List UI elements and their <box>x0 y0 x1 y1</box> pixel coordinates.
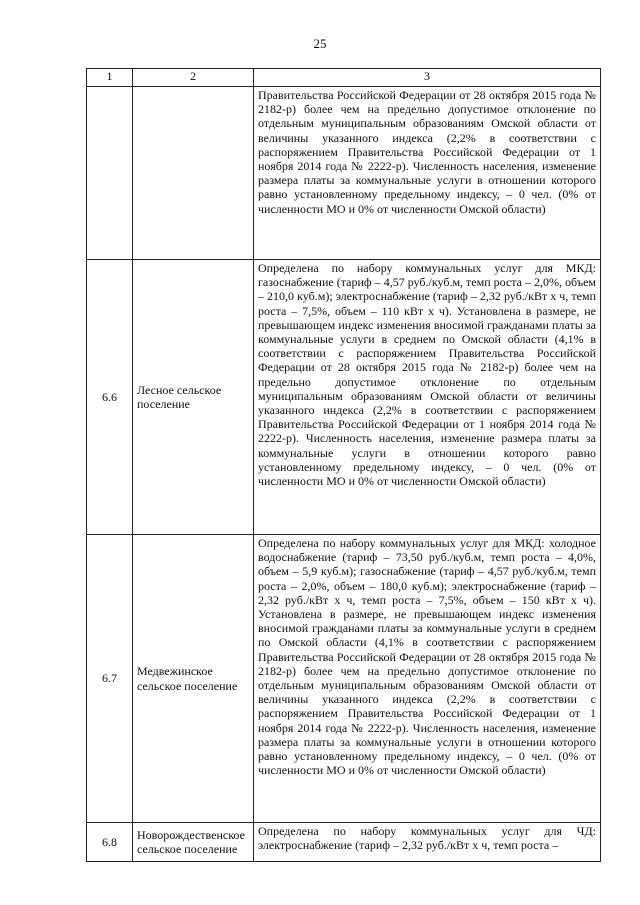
row-description <box>254 823 601 862</box>
description-text: Определена по набору коммунальных услуг для МКД: холодное водоснабжение (тариф – 73,50 руб./куб.м, темп роста – 4,0%, объем – 5,9 куб.м); газоснабжение (тариф – 4,57 руб./куб.м, темп роста – 2,0%, объем – 180,0 куб.м); электроснабжение (тариф – 2,32 руб./кВт х ч, темп роста – 7,5%, объем – 150 кВт х ч). Установлена в размере, не превышающем индекс изменения вносимой гражданами платы за коммунальные услуги в среднем по Омской области (4,1% в соответствии с распоряжением Правительства Российской Федерации от 28 октября 2015 года № 2182-р) более чем на предельно допустимое отклонение по отдельным муниципальным образованиям Омской области от величины указанного индекса (2,2% в соответствии с распоряжением Правительства Российской Федерации от 1 ноября 2014 года № 2222-р). Численность населения, изменение размера платы за коммунальные услуги в отношении которого равно установленному предельному индексу, – 0 чел. (0% от численности МО и 0% от численности Омской области) <box>258 536 596 778</box>
row-number: 6.7 <box>87 535 133 823</box>
municipal-utilities-table <box>86 68 601 862</box>
column-header: 2 <box>133 69 254 87</box>
row-description <box>254 87 601 260</box>
page-number: 25 <box>313 36 327 51</box>
table-row <box>87 87 601 260</box>
description-text: Правительства Российской Федерации от 28 октября 2015 года № 2182-р) более чем на предельно допустимое отклонение по отдельным муниципальным образованиям Омской области от величины указанного индекса (2,2% в соответствии с распоряжением Правительства Российской Федерации от 1 ноября 2014 года № 2222-р). Численность населения, изменение размера платы за коммунальные услуги в отношении которого равно установленному предельному индексу, – 0 чел. (0% от численности МО и 0% от численности Омской области) <box>258 88 596 216</box>
column-header: 3 <box>254 69 601 87</box>
description-text: Определена по набору коммунальных услуг для ЧД: электроснабжение (тариф – 2,32 руб./кВт х ч, темп роста – <box>258 824 596 853</box>
row-number: 6.8 <box>87 823 133 862</box>
table-header-row <box>87 69 601 87</box>
settlement-name <box>133 87 254 260</box>
row-number: 6.6 <box>87 260 133 535</box>
row-number <box>87 87 133 260</box>
description-text: Определена по набору коммунальных услуг для МКД: газоснабжение (тариф – 4,57 руб./куб.м, темп роста – 2,0%, объем – 210,0 куб.м); электроснабжение (тариф – 2,32 руб./кВт х ч, темп роста – 7,5%, объем – 110 кВт х ч). Установлена в размере, не превышающем индекс изменения вносимой гражданами платы за коммунальные услуги в среднем по Омской области (4,1% в соответствии с распоряжением Правительства Российской Федерации от 28 октября 2015 года № 2182-р) более чем на предельно допустимое отклонение по отдельным муниципальным образованиям Омской области от величины указанного индекса (2,2% в соответствии с распоряжением Правительства Российской Федерации от 1 ноября 2014 года № 2222-р). Численность населения, изменение размера платы за коммунальные услуги в отношении которого равно установленному предельному индексу, – 0 чел. (0% от численности МО и 0% от численности Омской области) <box>258 261 596 489</box>
row-description <box>254 535 601 823</box>
settlement-name: Лесное сельское поселение <box>133 260 254 535</box>
table-row <box>87 535 601 823</box>
row-description <box>254 260 601 535</box>
settlement-name: Новорождественское сельское поселение <box>133 823 254 862</box>
settlement-name: Медвежинское сельское поселение <box>133 535 254 823</box>
table-row <box>87 260 601 535</box>
column-header: 1 <box>87 69 133 87</box>
table-row <box>87 823 601 862</box>
